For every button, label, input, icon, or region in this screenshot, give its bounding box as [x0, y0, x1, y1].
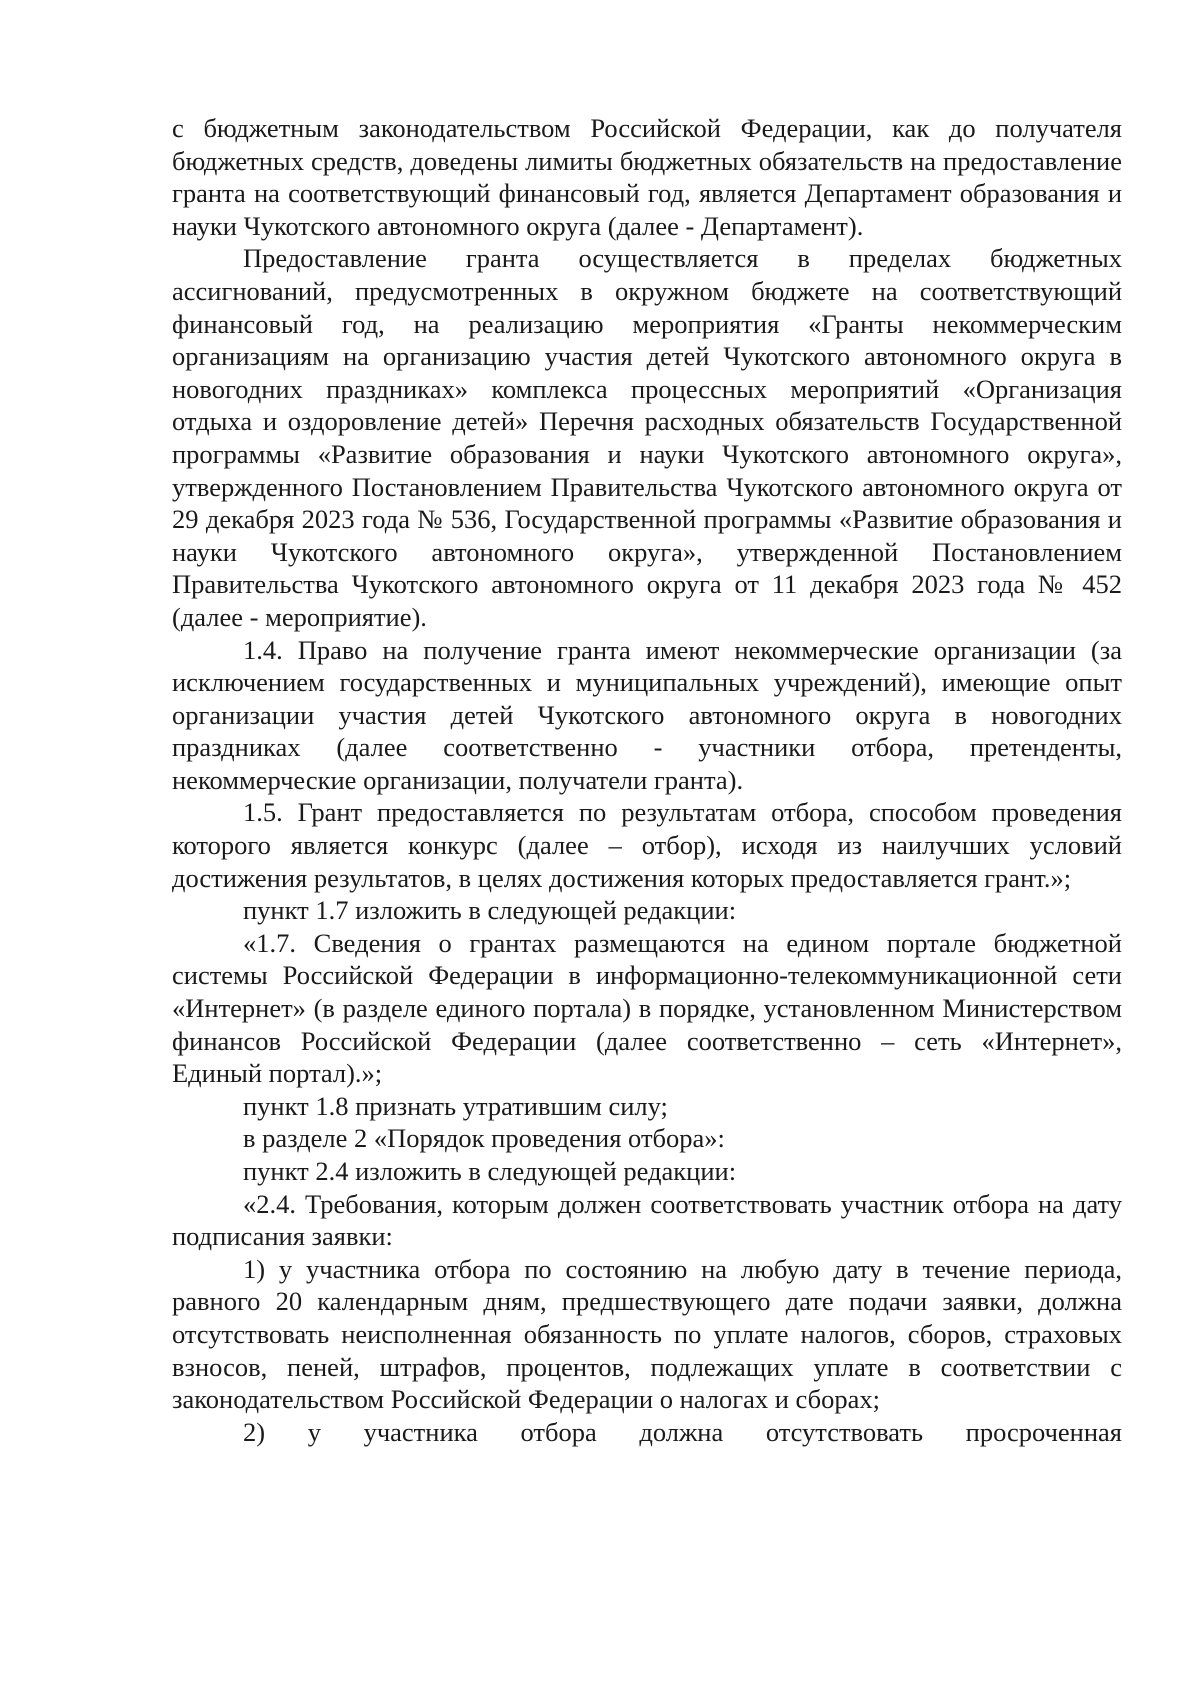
paragraph-2-4: «2.4. Требования, которым должен соответствовать участник отбора на дату подписания заявки:: [172, 1188, 1122, 1252]
paragraph-item-1-7-intro: пункт 1.7 изложить в следующей редакции:: [243, 895, 737, 926]
paragraph-item-1-8: пункт 1.8 признать утратившим силу;: [243, 1090, 668, 1121]
paragraph-requirement-2: 2) у участника отбора должна отсутствовать просроченная: [243, 1416, 1122, 1447]
paragraph-grant-provision: Предоставление гранта осуществляется в пределах бюджетных ассигнований, предусмотренных в окружном бюджете на соответствующий финансовый год, на реализацию мероприятия «Гранты некоммерческим организациям на организацию участия детей Чукотского автономного округа в новогодних праздниках» комплекса процессных мероприятий «Организация отдыха и оздоровление детей» Перечня расходных обязательств Государственной программы «Развитие образования и науки Чукотского автономного округа», утвержденного Постановлением Правительства Чукотского автономного округа от 29 декабря 2023 года № 536, Государственной программы «Развитие образования и науки Чукотского автономного округа», утвержденной Постановлением Правительства Чукотского автономного округа от 11 декабря 2023 года № 452 (далее - мероприятие).: [172, 243, 1122, 632]
paragraph-item-2-4-intro: пункт 2.4 изложить в следующей редакции:: [243, 1156, 737, 1186]
paragraph-1-5: 1.5. Грант предоставляется по результатам отбора, способом проведения которого является конкурс (далее – отбор), исходя из наилучших условий достижения результатов, в целях достижения которых предоставляется грант.»;: [172, 797, 1122, 893]
document-page: [172, 112, 1122, 1448]
paragraph-1-4: 1.4. Право на получение гранта имеют некоммерческие организации (за исключением государственных и муниципальных учреждений), имеющие опыт организации участия детей Чукотского автономного округа в новогодних праздниках (далее соответственно - участники отбора, претенденты, некоммерческие организации, получатели гранта).: [172, 634, 1122, 795]
paragraph-section-2: в разделе 2 «Порядок проведения отбора»:: [243, 1123, 725, 1154]
paragraph-1-7: «1.7. Сведения о грантах размещаются на едином портале бюджетной системы Российской Федерации в информационно-телекоммуникационной сети «Интернет» (в разделе единого портала) в порядке, установленном Министерством финансов Российской Федерации (далее соответственно – сеть «Интернет», Единый портал).»;: [172, 927, 1122, 1089]
paragraph-requirement-1: 1) у участника отбора по состоянию на любую дату в течение периода, равного 20 календарным дням, предшествующего дате подачи заявки, должна отсутствовать неисполненная обязанность по уплате налогов, сборов, страховых взносов, пеней, штрафов, процентов, подлежащих уплате в соответствии с законодательством Российской Федерации о налогах и сборах;: [172, 1253, 1122, 1415]
paragraph-budget-recipient: с бюджетным законодательством Российской Федерации, как до получателя бюджетных средств, доведены лимиты бюджетных обязательств на предоставление гранта на соответствующий финансовый год, является Департамент образования и науки Чукотского автономного округа (далее - Департамент).: [172, 113, 1122, 241]
